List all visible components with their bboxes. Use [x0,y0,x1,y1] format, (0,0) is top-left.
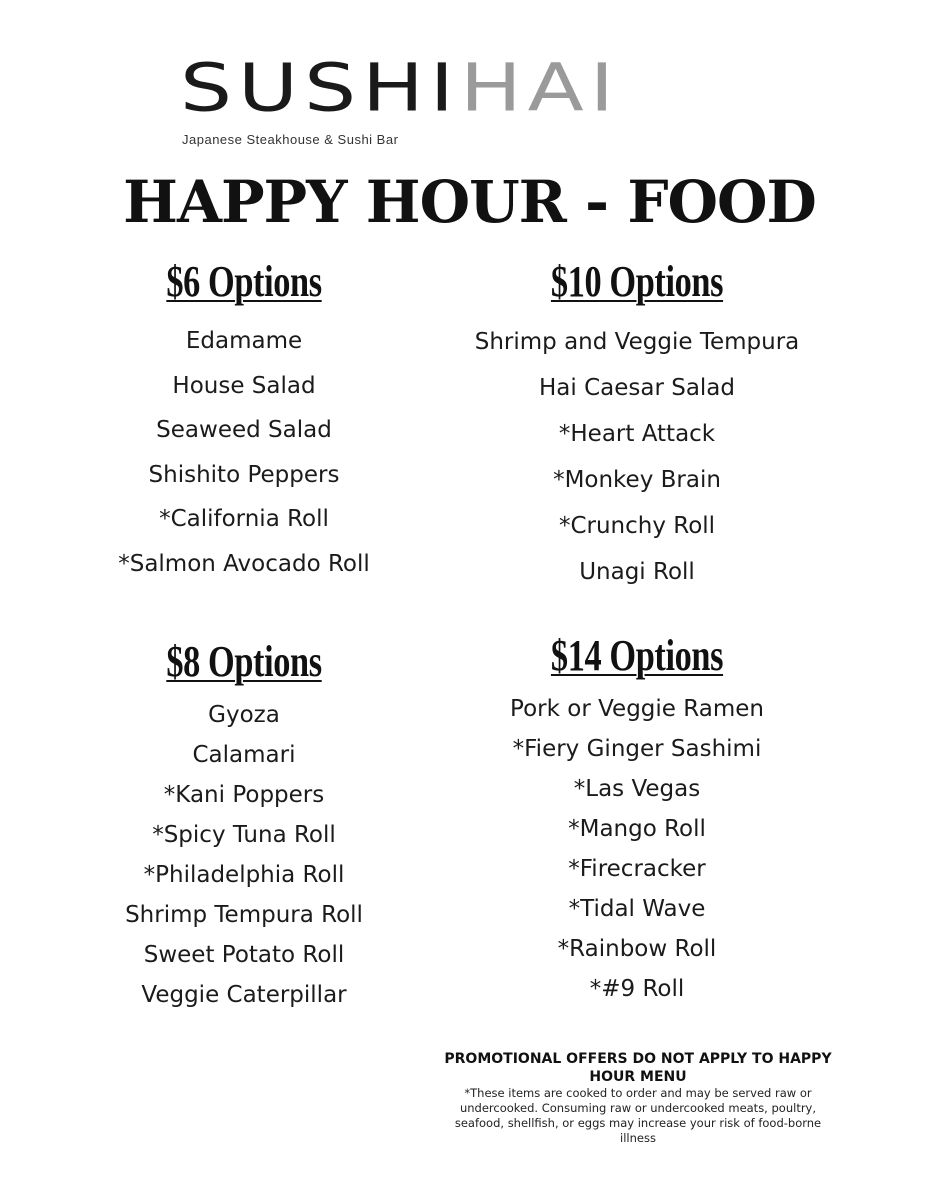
menu-item: Veggie Caterpillar [141,982,347,1008]
food-safety-note: *These items are cooked to order and may be served raw or undercooked. Consuming raw or undercooked meats, poultry, seafood, shellfish, or eggs may increase your risk of food-borne illness [454,1086,822,1145]
menu-item: *Crunchy Roll [558,513,716,539]
menu-item: *Las Vegas [573,776,701,802]
menu-item: Unagi Roll [579,559,695,585]
menu-item: *Philadelphia Roll [143,862,345,888]
menu-item: Edamame [185,328,303,354]
section-14-options [447,630,827,1009]
section-title: $10 Options [550,257,724,306]
menu-item: *Salmon Avocado Roll [118,550,370,577]
menu-item: Calamari [192,742,296,768]
section-8-options [84,636,404,1015]
menu-item: *Mango Roll [568,816,706,842]
page-title: HAPPY HOUR - FOOD [123,168,816,236]
menu-item: *Firecracker [568,856,706,882]
section-title: $8 Options [166,637,322,686]
menu-list [447,689,827,1009]
disclaimer-footer [438,1050,838,1146]
logo-tagline: Japanese Steakhouse & Sushi Bar [182,132,399,147]
menu-item: *California Roll [159,506,329,533]
menu-item: Pork or Veggie Ramen [510,696,764,722]
menu-item: Shrimp Tempura Roll [125,902,363,928]
menu-item: Seaweed Salad [156,417,332,444]
menu-item: *Tidal Wave [568,896,706,922]
menu-list [447,319,827,595]
promo-notice: PROMOTIONAL OFFERS DO NOT APPLY TO HAPPY HOUR MENU [444,1051,832,1085]
logo-word-sushi: SUSHI [180,50,460,127]
menu-item: *Kani Poppers [163,782,325,808]
menu-list [84,319,404,587]
menu-item: Hai Caesar Salad [538,375,736,401]
menu-item: *Monkey Brain [553,467,721,493]
section-title: $6 Options [166,257,322,306]
section-title: $14 Options [550,631,724,680]
menu-item: Gyoza [208,702,280,728]
menu-list [84,695,404,1015]
menu-item: Sweet Potato Roll [143,942,345,968]
menu-item: Shishito Peppers [148,461,340,488]
menu-item: Shrimp and Veggie Tempura [474,329,800,355]
logo-word-hai: HAI [459,50,620,127]
menu-item: *Heart Attack [558,421,716,447]
section-10-options [447,256,827,595]
menu-item: *Spicy Tuna Roll [152,822,336,848]
menu-item: *Rainbow Roll [557,936,717,962]
logo-wordmark [180,50,760,127]
menu-item: *#9 Roll [589,976,685,1002]
menu-item: House Salad [172,372,316,399]
section-6-options [84,256,404,587]
menu-item: *Fiery Ginger Sashimi [512,736,762,762]
brand-logo [180,50,760,147]
